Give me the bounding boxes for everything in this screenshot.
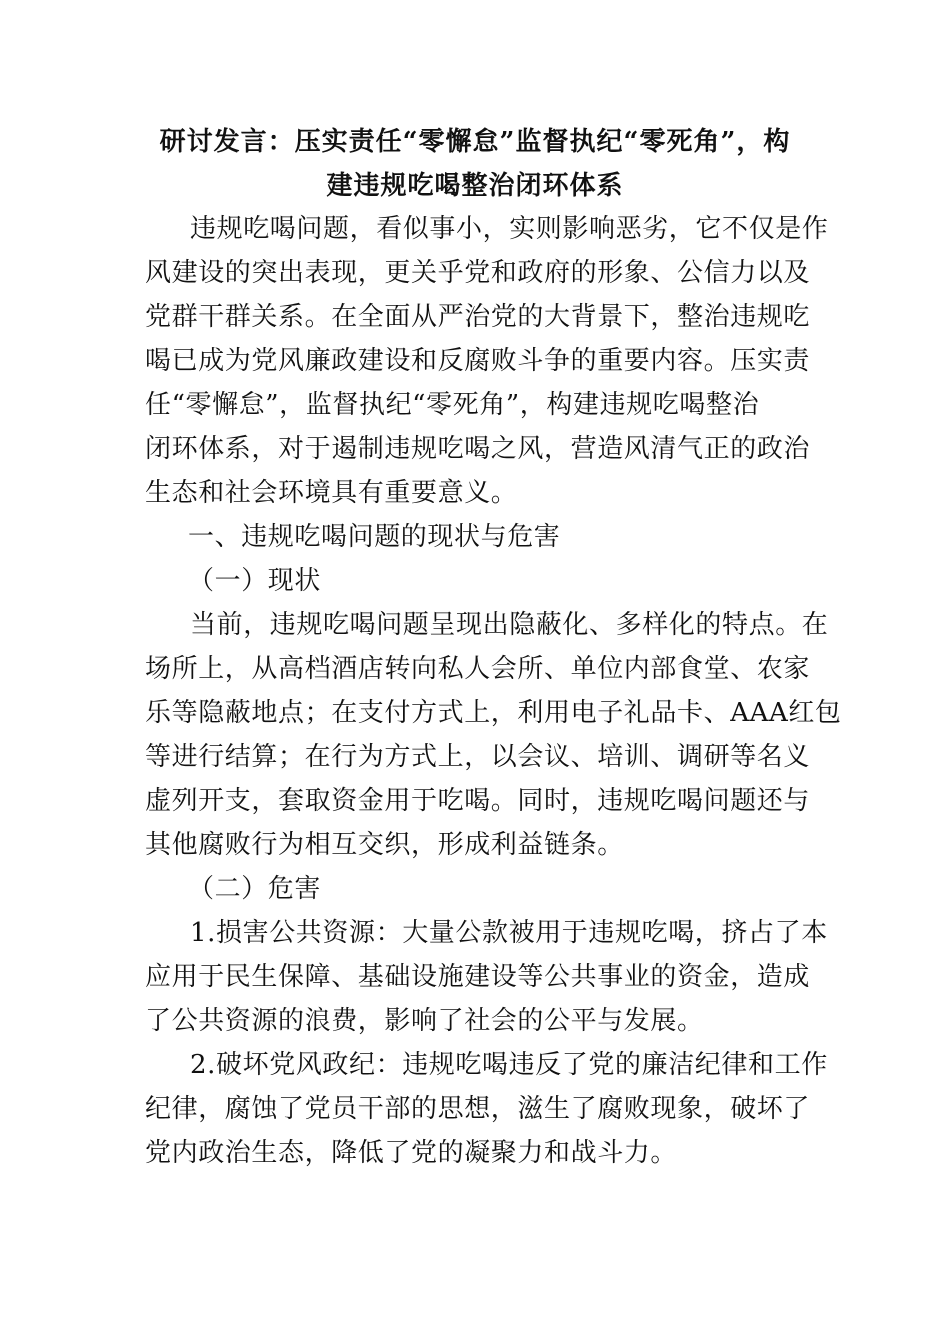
paragraph-line: 违规吃喝问题，看似事小，实则影响恶劣，它不仅是作 [190, 214, 829, 244]
paragraph-line: 虚列开支，套取资金用于吃喝。同时，违规吃喝问题还与 [145, 786, 811, 816]
paragraph-line: 当前，违规吃喝问题呈现出隐蔽化、多样化的特点。在 [190, 610, 829, 640]
paragraph-line: 党内政治生态，降低了党的凝聚力和战斗力。 [145, 1138, 678, 1168]
document-title-line-1: 研讨发言：压实责任“零懈怠”监督执纪“零死角”，构 [159, 127, 791, 157]
paragraph-line: 党群干群关系。在全面从严治党的大背景下，整治违规吃 [145, 302, 811, 332]
paragraph-line: 其他腐败行为相互交织，形成利益链条。 [145, 830, 624, 860]
paragraph-line: 任“零懈怠”，监督执纪“零死角”，构建违规吃喝整治 [145, 390, 760, 420]
paragraph-line: 纪律，腐蚀了党员干部的思想，滋生了腐败现象，破坏了 [145, 1094, 811, 1124]
paragraph-line: 风建设的突出表现，更关乎党和政府的形象、公信力以及 [145, 258, 811, 288]
paragraph-line: 等进行结算；在行为方式上，以会议、培训、调研等名义 [145, 742, 811, 772]
document-title-line-2: 建违规吃喝整治闭环体系 [326, 171, 624, 201]
paragraph-line: 乐等隐蔽地点；在支付方式上，利用电子礼品卡、AAA红包 [145, 698, 842, 728]
paragraph-line: 闭环体系，对于遏制违规吃喝之风，营造风清气正的政治 [145, 434, 811, 464]
paragraph-line: 2.破坏党风政纪：违规吃喝违反了党的廉洁纪律和工作 [190, 1050, 828, 1080]
subsection-heading: （一）现状 [188, 566, 322, 596]
subsection-heading: （二）危害 [188, 874, 322, 904]
paragraph-line: 应用于民生保障、基础设施建设等公共事业的资金，造成 [145, 962, 811, 992]
section-heading: 一、违规吃喝问题的现状与危害 [188, 522, 561, 552]
paragraph-line: 喝已成为党风廉政建设和反腐败斗争的重要内容。压实责 [145, 346, 811, 376]
paragraph-line: 了公共资源的浪费，影响了社会的公平与发展。 [145, 1006, 704, 1036]
paragraph-line: 1.损害公共资源：大量公款被用于违规吃喝，挤占了本 [190, 918, 828, 948]
paragraph-line: 生态和社会环境具有重要意义。 [145, 478, 518, 508]
paragraph-line: 场所上，从高档酒店转向私人会所、单位内部食堂、农家 [145, 654, 811, 684]
